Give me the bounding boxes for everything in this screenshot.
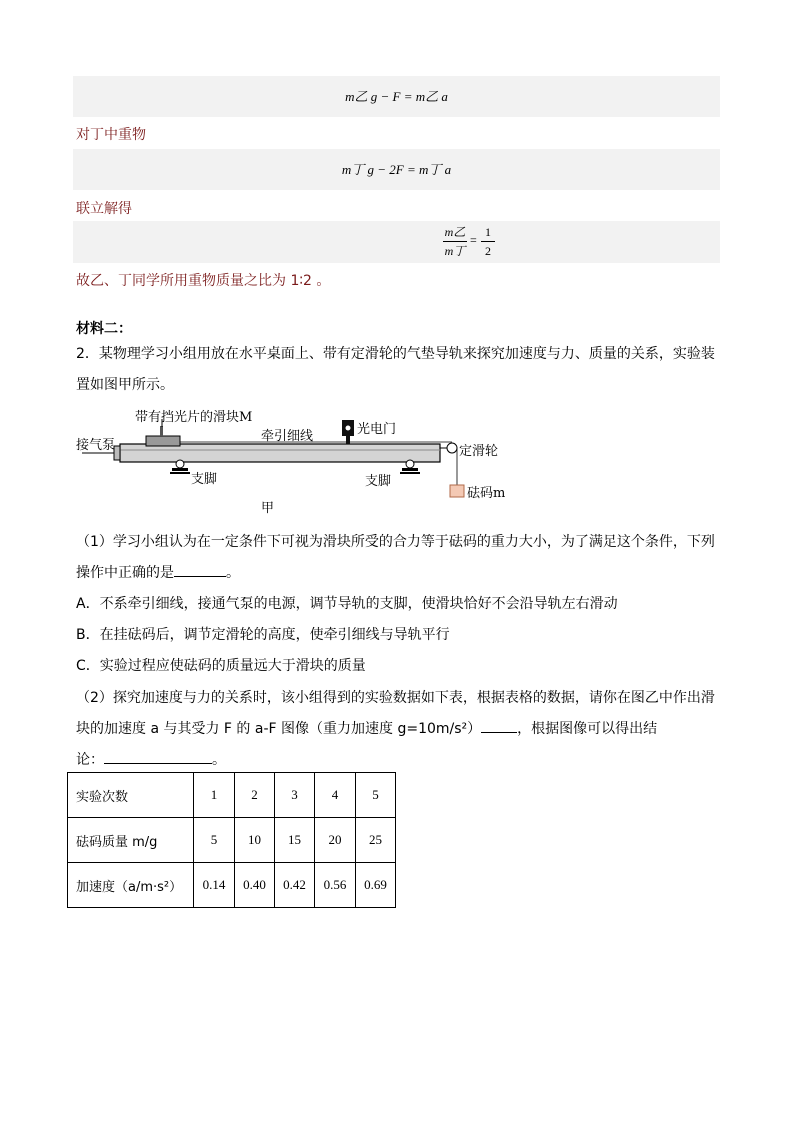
table-cell: 1	[194, 773, 235, 818]
table-row	[68, 773, 396, 818]
figure-caption: 甲	[261, 501, 275, 516]
table-cell: 0.69	[356, 863, 396, 908]
part2-line2-prefix: 块的加速度 a 与其受力 F 的 a-F 图像（重力加速度 g=10m/s²）	[76, 721, 482, 737]
table-cell: 3	[275, 773, 315, 818]
table-cell: 0.14	[194, 863, 235, 908]
label-leg-left: 支脚	[191, 472, 218, 487]
table-cell: 10	[235, 818, 275, 863]
part2-line3-suffix: 。	[212, 752, 226, 768]
frac-equals: =	[470, 233, 477, 247]
fraction-equation	[443, 224, 503, 260]
row-label: 加速度（a/m·s²）	[68, 863, 194, 908]
part2-line2-suffix: ，根据图像可以得出结	[517, 721, 658, 737]
slider-block	[146, 436, 180, 446]
label-slider: 带有挡光片的滑块M	[135, 410, 253, 425]
support-leg-right	[400, 472, 420, 474]
apparatus-figure	[74, 402, 514, 514]
weight-block	[450, 485, 464, 497]
part2-line3	[76, 749, 226, 769]
option-b: B．在挂砝码后，调节定滑轮的高度，使牵引细线与导轨平行	[76, 627, 450, 643]
material-heading: 材料二：	[76, 321, 132, 337]
label-pump: 接气泵	[76, 438, 116, 453]
table-cell: 25	[356, 818, 396, 863]
label-ding: 对丁中重物	[76, 127, 146, 143]
part1-line1: （1）学习小组认为在一定条件下可视为滑块所受的合力等于砝码的重力大小，为了满足这个条件，下列	[76, 534, 715, 550]
shading-plate	[160, 426, 163, 436]
label-pulley: 定滑轮	[459, 444, 499, 459]
air-track	[120, 444, 440, 462]
answer-blank-2[interactable]	[481, 718, 517, 733]
table-row	[68, 863, 396, 908]
table-cell: 15	[275, 818, 315, 863]
part1-line2	[76, 562, 240, 582]
question-line-2: 置如图甲所示。	[76, 377, 174, 393]
pulley	[447, 443, 457, 453]
label-leg-right: 支脚	[365, 474, 392, 489]
question-line-1: 2．某物理学习小组用放在水平桌面上、带有定滑轮的气垫导轨来探究加速度与力、质量的关系，实验装	[76, 346, 715, 362]
table-cell: 2	[235, 773, 275, 818]
table-cell: 5	[194, 818, 235, 863]
part2-line3-prefix: 论：	[76, 752, 104, 768]
row-label: 砝码质量 m/g	[68, 818, 194, 863]
label-solve: 联立解得	[76, 201, 132, 217]
table-cell: 0.56	[315, 863, 356, 908]
option-a: A．不系牵引细线，接通气泵的电源，调节导轨的支脚，使滑块恰好不会沿导轨左右滑动	[76, 596, 618, 612]
equation-box-3	[73, 221, 720, 263]
label-photogate: 光电门	[357, 422, 397, 437]
part1-line2-suffix: 。	[226, 565, 240, 581]
equation-box-1	[73, 76, 720, 117]
part1-line2-prefix: 操作中正确的是	[76, 565, 174, 581]
table-cell: 4	[315, 773, 356, 818]
option-c: C．实验过程应使砝码的质量远大于滑块的质量	[76, 658, 366, 674]
equation-1: m乙 g − F = m乙 a	[345, 89, 448, 104]
table-cell: 20	[315, 818, 356, 863]
answer-blank-3[interactable]	[104, 749, 212, 764]
equation-2: m丁 g − 2F = m丁 a	[341, 162, 452, 177]
table-cell: 0.42	[275, 863, 315, 908]
table-cell: 5	[356, 773, 396, 818]
part2-line2	[76, 718, 657, 738]
answer-blank-1[interactable]	[174, 562, 226, 577]
label-weight: 砝码m	[467, 486, 506, 501]
table-cell: 0.40	[235, 863, 275, 908]
part2-line1: （2）探究加速度与力的关系时，该小组得到的实验数据如下表，根据表格的数据，请你在图乙中作出滑	[76, 690, 715, 706]
conclusion: 故乙、丁同学所用重物质量之比为 1∶2 。	[76, 273, 331, 289]
data-table	[67, 772, 396, 908]
equation-box-2	[73, 149, 720, 190]
row-label: 实验次数	[68, 773, 194, 818]
label-string: 牵引细线	[261, 429, 314, 444]
support-leg-left	[170, 472, 190, 474]
frac-left: m乙 m丁	[444, 225, 466, 258]
table-row	[68, 818, 396, 863]
frac-right: 1 2	[481, 224, 495, 259]
